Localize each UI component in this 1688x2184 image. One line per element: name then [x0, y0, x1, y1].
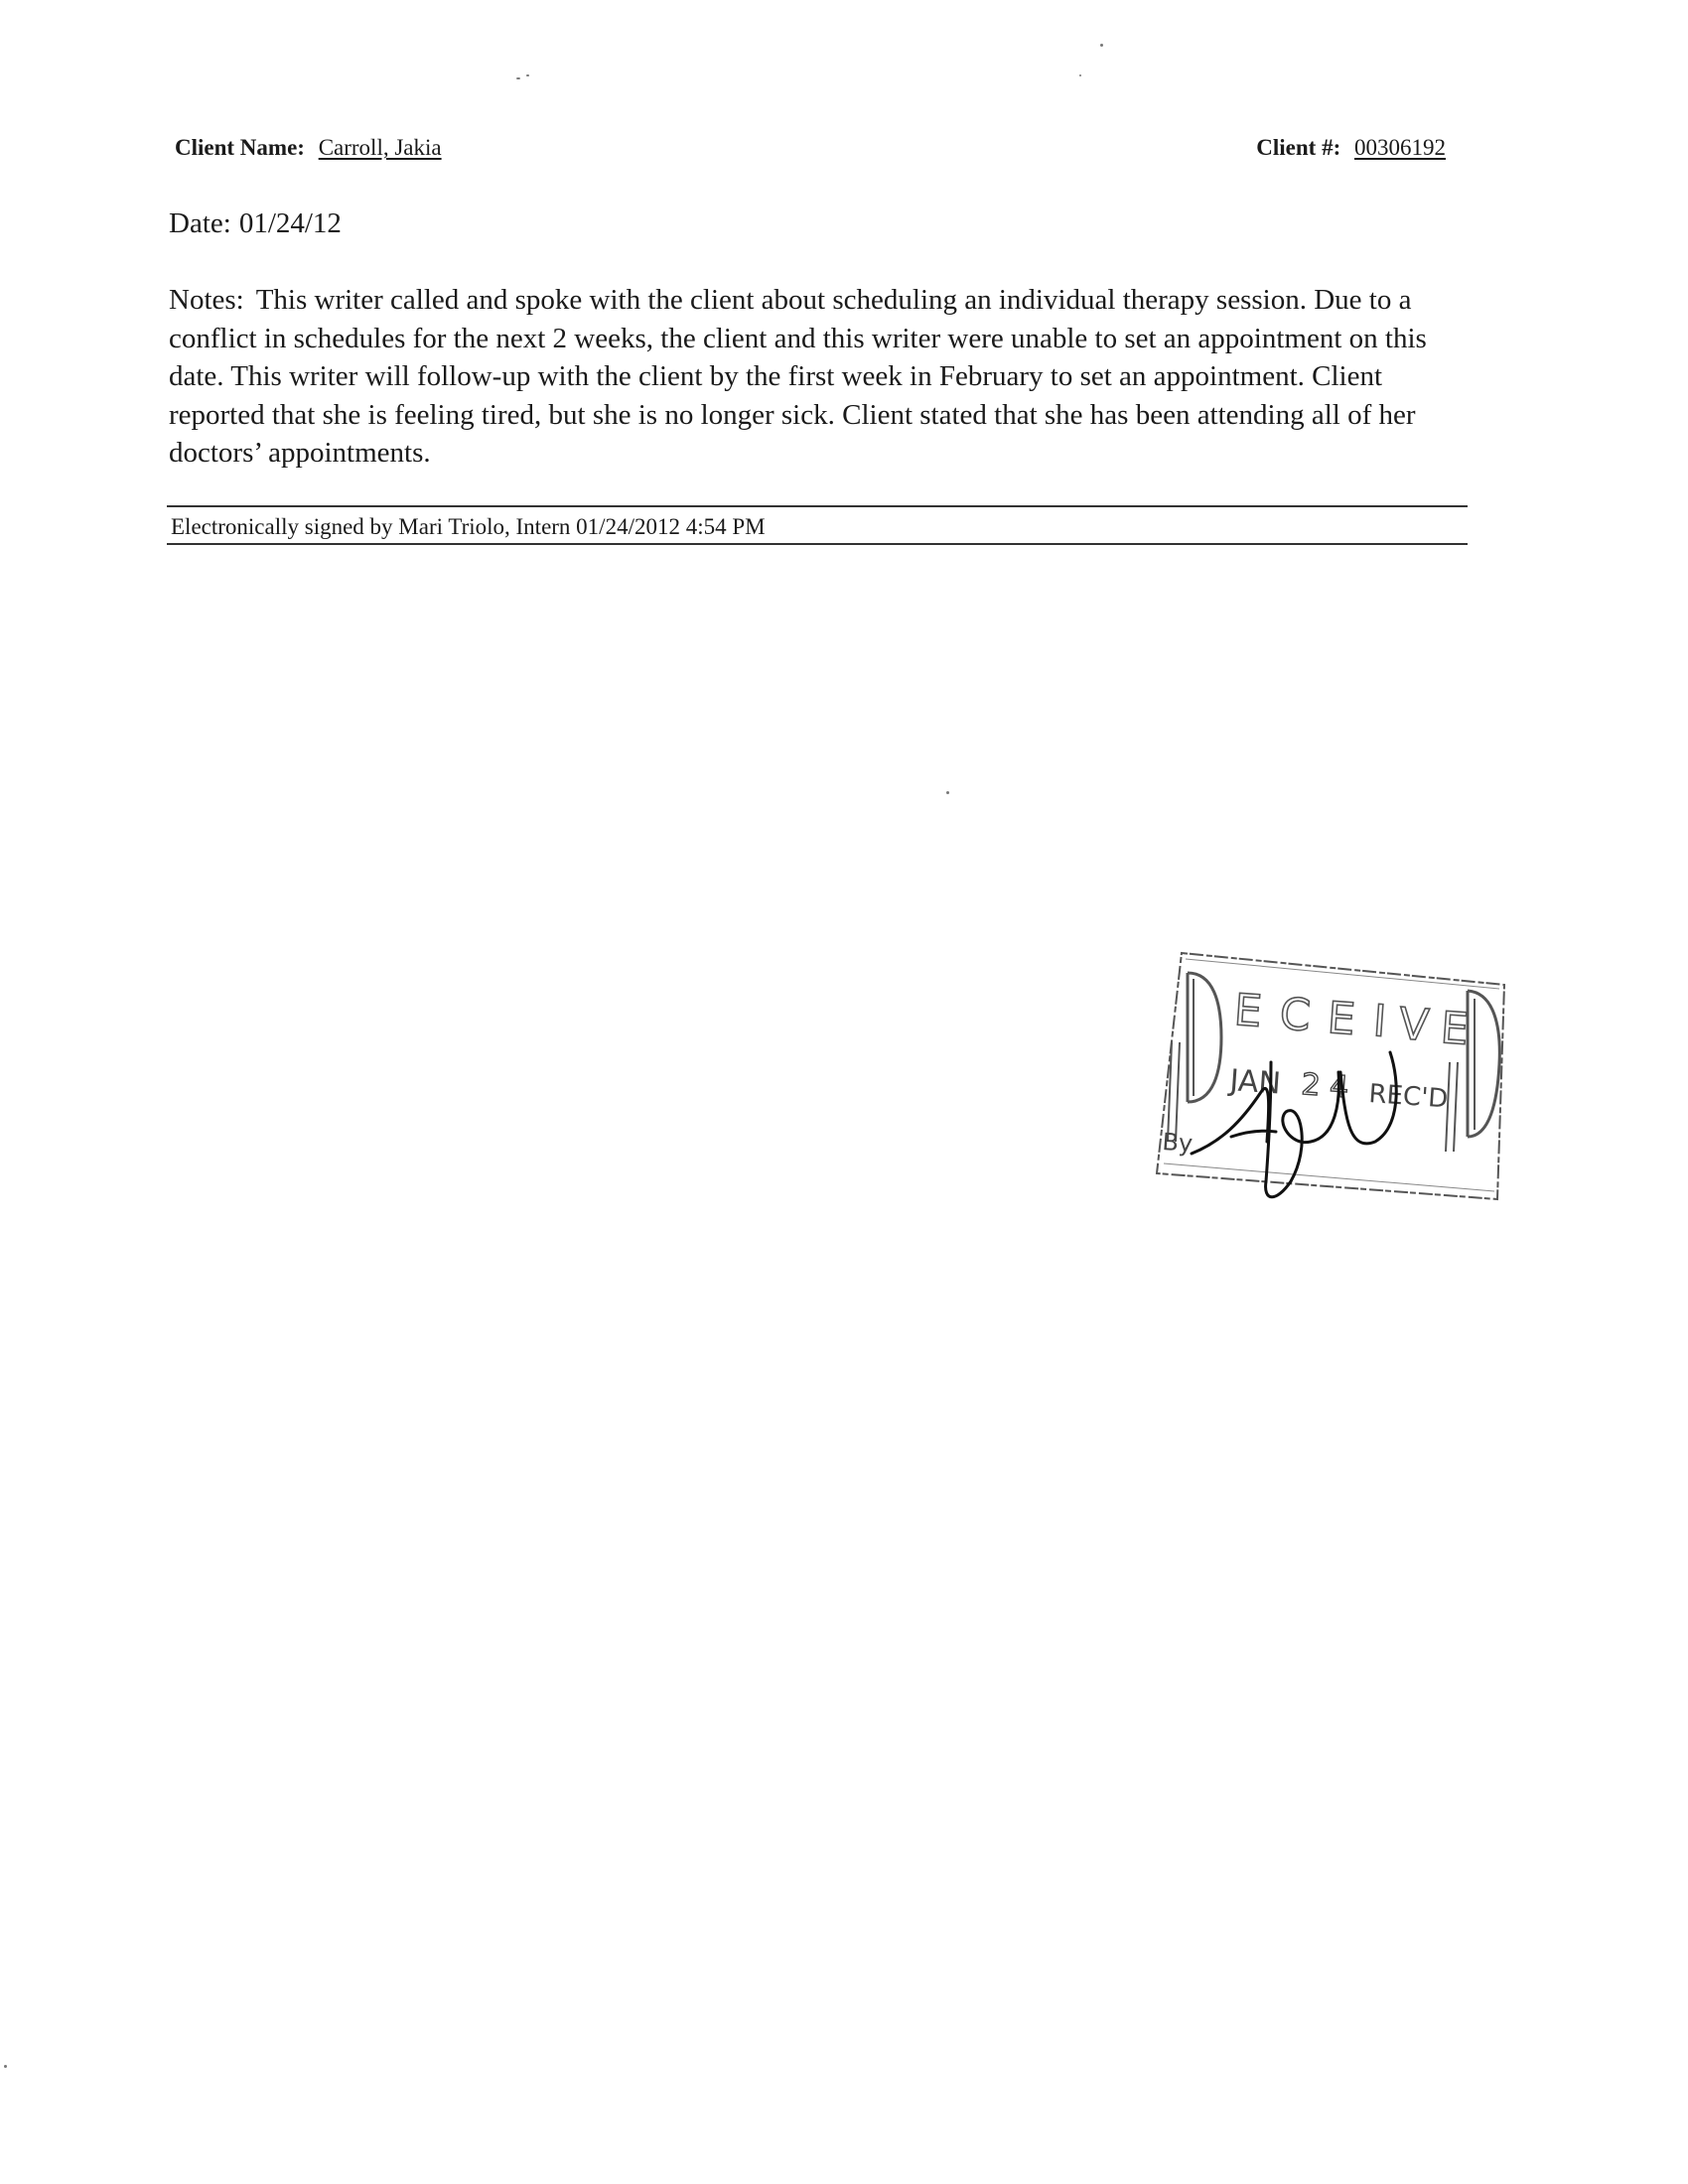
svg-text:C: C	[1278, 989, 1313, 1042]
svg-text:REC'D: REC'D	[1367, 1079, 1450, 1115]
client-number-value: 00306192	[1354, 135, 1446, 160]
notes-label: Notes:	[169, 284, 244, 316]
scan-speck	[946, 791, 949, 794]
svg-text:E: E	[1439, 1003, 1471, 1055]
notes-text: This writer called and spoke with the client about scheduling an individual therapy session. Due to a conflict in schedules for the next 2 weeks, the client and this writer were unable to set an appointment on this date. This writer will follow-up with the client by the first week in February to set an appointment. Client reported that she is feeling tired, but she is no longer sick. Client stated that she has been attending all of her doctors’ appointments.	[169, 284, 1427, 469]
date-label: Date:	[169, 207, 231, 239]
scan-speck	[4, 2065, 7, 2068]
scan-speck	[526, 74, 529, 76]
received-stamp-graphic	[1152, 943, 1529, 1221]
date-value: 01/24/12	[238, 207, 342, 239]
scan-speck	[1079, 74, 1081, 76]
electronic-signature-block	[167, 505, 1468, 545]
scan-speck	[1100, 44, 1103, 47]
received-stamp	[1152, 943, 1529, 1221]
notes-paragraph	[169, 281, 1470, 473]
client-name-label: Client Name:	[175, 135, 305, 160]
client-number-label: Client #:	[1256, 135, 1341, 160]
svg-text:JAN: JAN	[1228, 1063, 1283, 1102]
svg-text:E: E	[1326, 993, 1357, 1045]
client-name-value: Carroll, Jakia	[318, 135, 442, 160]
date-line	[169, 207, 342, 240]
svg-text:I: I	[1371, 996, 1388, 1047]
client-number-field	[1256, 135, 1446, 161]
client-name-field	[175, 135, 456, 161]
electronic-signature-text: Electronically signed by Mari Triolo, Intern 01/24/2012 4:54 PM	[171, 514, 766, 539]
svg-text:2 4: 2 4	[1300, 1067, 1350, 1106]
svg-text:E: E	[1232, 985, 1264, 1037]
client-header	[175, 135, 1446, 175]
svg-text:By: By	[1161, 1128, 1195, 1159]
scan-speck	[516, 77, 520, 79]
svg-text:V: V	[1397, 999, 1431, 1052]
